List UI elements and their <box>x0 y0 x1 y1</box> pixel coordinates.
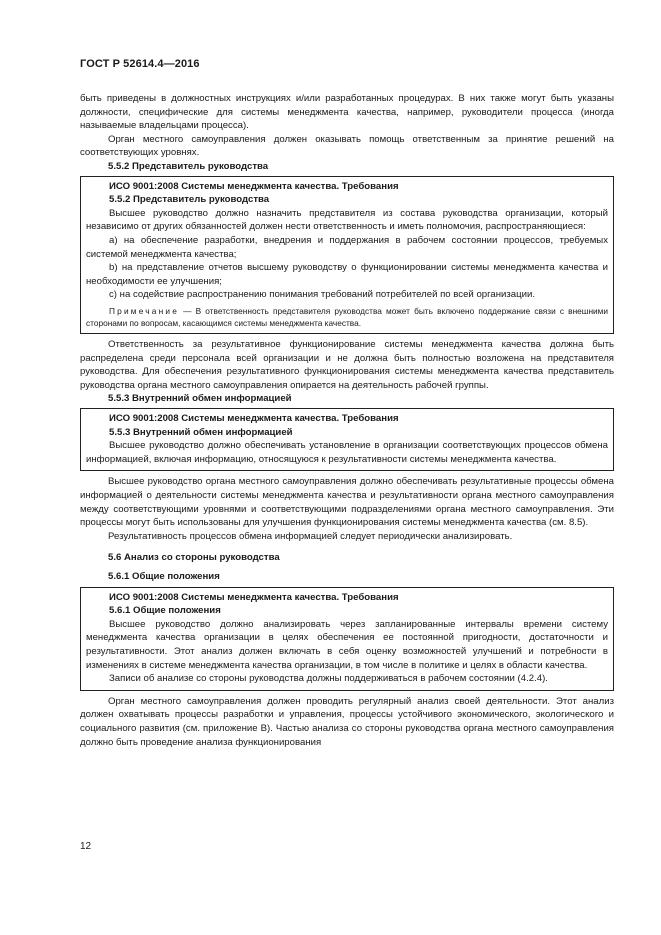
iso-standard-title: ИСО 9001:2008 Системы менеджмента качества. Требования <box>109 413 399 425</box>
list-item: b) на представление отчетов высшему руководству о функционировании системы менеджмента качества и необходимости ее улучшения; <box>86 262 608 287</box>
paragraph: Высшее руководство органа местного самоуправления должно обеспечивать результативные процессы обмена информацией о деятельности системы менеджмента качества и результативности органа местного самоуправления между соответствующими уровнями и соответствующими подразделениями органа местного самоуправления. Эти процессы могут быть использованы для улучшения функционирования системы менеджмента качества (см. 8.5). <box>80 476 614 529</box>
section-heading-5-5-2: 5.5.2 Представитель руководства <box>108 160 269 172</box>
section-heading-5-6: 5.6 Анализ со стороны руководства <box>108 552 280 564</box>
page-number: 12 <box>80 841 92 852</box>
iso-quote-box <box>80 408 614 471</box>
section-heading-5-5-3: 5.5.3 Внутренний обмен информацией <box>108 393 292 405</box>
note <box>86 306 608 329</box>
paragraph: Результативность процессов обмена информацией следует периодически анализировать. <box>108 530 513 542</box>
section-heading-5-6-1: 5.6.1 Общие положения <box>108 571 220 582</box>
paragraph: Высшее руководство должно назначить представителя из состава руководства организации, который независимо от других обязанностей должен нести ответственность и иметь полномочия, распространяющиеся: <box>86 207 608 233</box>
iso-quote-box <box>80 587 614 691</box>
paragraph: Записи об анализе со стороны руководства должны поддерживаться в рабочем состоянии (4.2.4). <box>109 673 548 685</box>
document-header: ГОСТ Р 52614.4—2016 <box>80 58 200 70</box>
iso-clause-heading: 5.5.3 Внутренний обмен информацией <box>109 426 293 438</box>
iso-standard-title: ИСО 9001:2008 Системы менеджмента качества. Требования <box>109 591 399 603</box>
paragraph: Орган местного самоуправления должен оказывать помощь ответственным за принятие решений на соответствующих уровнях. <box>80 133 614 159</box>
page-content <box>80 92 614 749</box>
paragraph: Орган местного самоуправления должен проводить регулярный анализ своей деятельности. Этот анализ должен охватывать процессы разработки и управления, процессы устойчивого экономического, экологического и социального развития (см. приложение В). Частью анализа со стороны руководства органа местного самоуправления должно быть проведение анализа функционирования <box>80 695 614 748</box>
iso-clause-heading: 5.6.1 Общие положения <box>109 605 221 617</box>
paragraph: Ответственность за результативное функционирование системы менеджмента качества должна быть распределена среди персонала всей организации и не должна быть полностью возложена на представителя руководства. Для обеспечения результативного функционирования системы менеджмента качества представитель руководства органа местного самоуправления опирается на деятельность рабочей группы. <box>80 339 614 391</box>
list-item: а) на обеспечение разработки, внедрения и поддержания в рабочем состоянии процессов, требуемых системой менеджмента качества; <box>86 234 608 260</box>
note-label: Примечание <box>109 305 180 316</box>
paragraph: быть приведены в должностных инструкциях и/или разработанных процедурах. В них также могут быть указаны должности, специфические для системы менеджмента качества, например, руководители процесса (иногда называемые владельцами процесса). <box>80 93 614 132</box>
note-text: — В ответственность представителя руководства может быть включено поддержание связи с внешними сторонами по вопросам, касающимся системы менеджмента качества. <box>86 305 608 328</box>
paragraph: Высшее руководство должно обеспечивать установление в организации соответствующих процессов обмена информацией, включая информацию, относящуюся к результативности системы менеджмента качества. <box>86 440 608 465</box>
paragraph: Высшее руководство должно анализировать через запланированные интервалы времени систему менеджмента качества организации в целях обеспечения ее постоянной пригодности, достаточности и результативности. Этот анализ должен включать в себя оценку возможностей улучшений и потребности в изменениях в системе менеджмента качества организации, в том числе в политике и целях в области качества. <box>86 618 608 671</box>
list-item: с) на содействие распространению понимания требований потребителей по всей организации. <box>109 289 536 301</box>
iso-quote-box <box>80 176 614 335</box>
iso-standard-title: ИСО 9001:2008 Системы менеджмента качества. Требования <box>109 180 399 192</box>
iso-clause-heading: 5.5.2 Представитель руководства <box>109 194 270 206</box>
